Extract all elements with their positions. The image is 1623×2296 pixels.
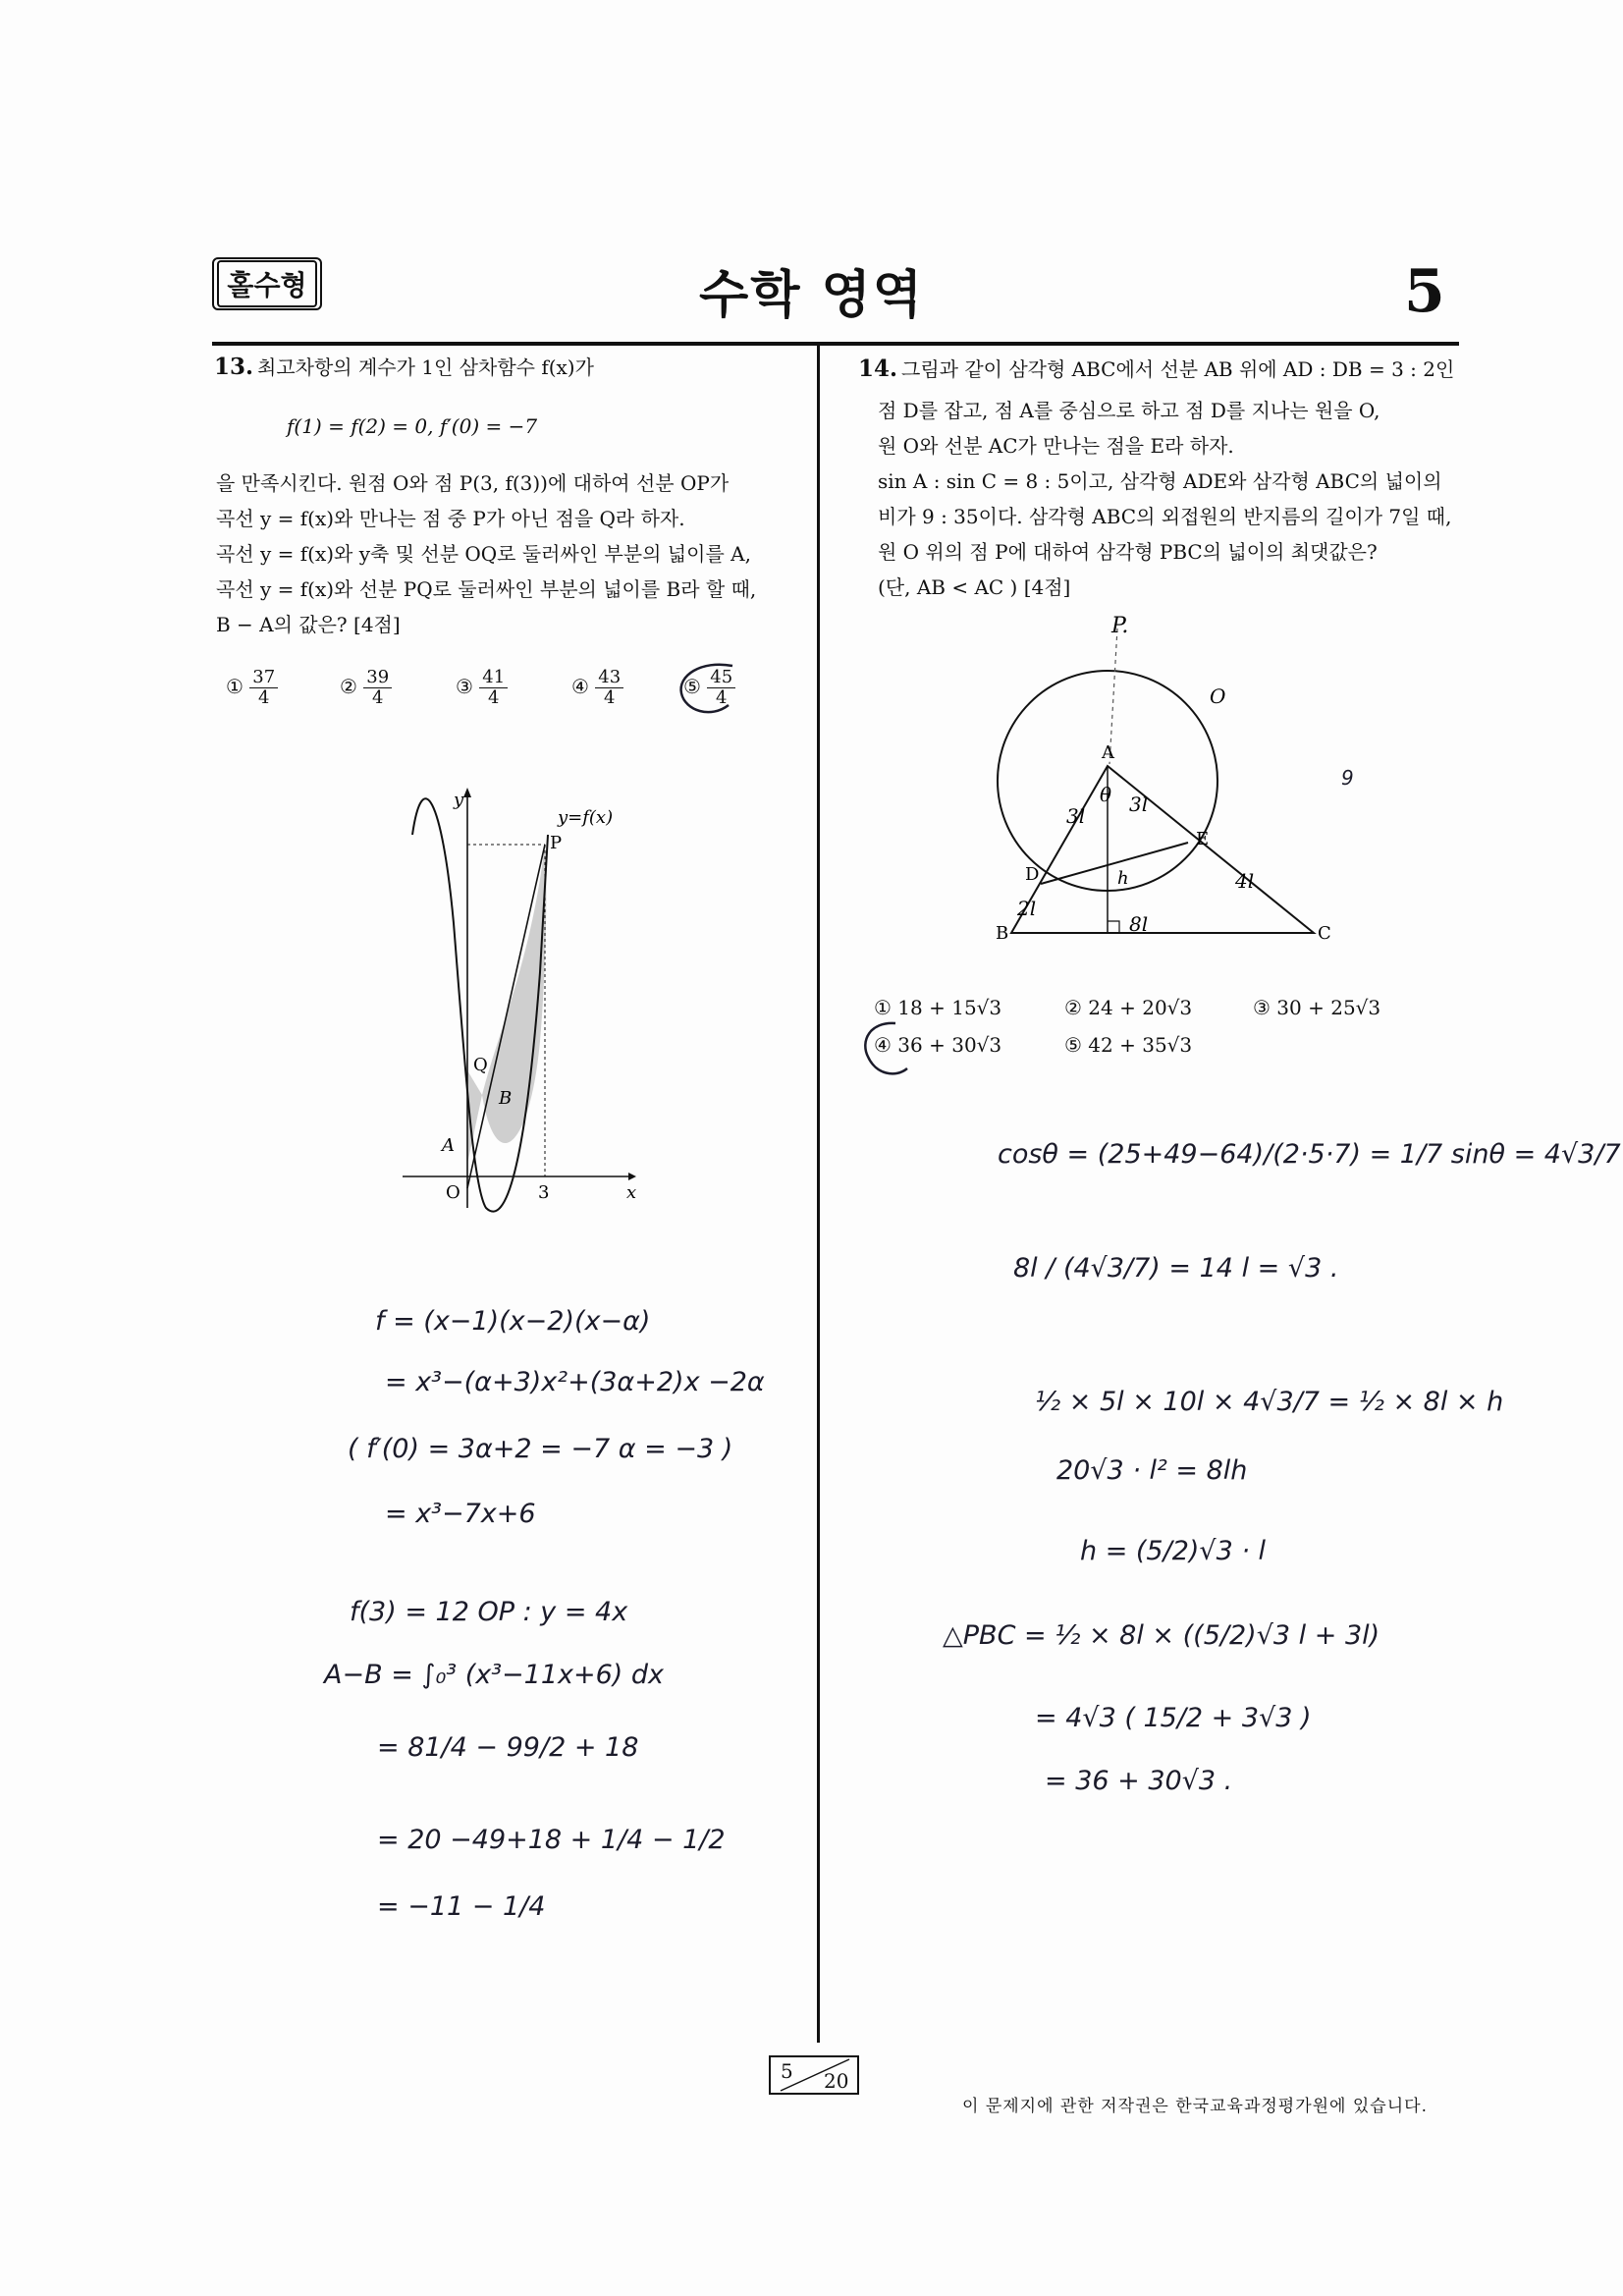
label-h: h: [1117, 868, 1129, 889]
q13-line2: 을 만족시킨다. 원점 O와 점 P(3, f(3))에 대하여 선분 OP가: [216, 471, 730, 495]
choice-fraction: [595, 668, 623, 708]
q14-number: 14.: [858, 355, 898, 382]
label-a: A: [1102, 742, 1114, 763]
numerator: 41: [479, 668, 508, 688]
label-bc: 8l: [1129, 912, 1149, 936]
choice-mark: ⑤: [683, 675, 701, 698]
choice-text: 30 + 25√3: [1276, 996, 1381, 1019]
q14-line5: 비가 9 : 35이다. 삼각형 ABC의 외접원의 반지름의 길이가 7일 때,: [878, 505, 1452, 528]
q14-work-3: ½ × 5l × 10l × 4√3/7 = ½ × 8l × h: [1035, 1387, 1504, 1417]
denominator: 4: [716, 687, 728, 708]
label-ad: 3l: [1066, 804, 1086, 828]
choice-mark: ④: [571, 675, 589, 698]
choice-mark: ⑤: [1064, 1033, 1082, 1057]
q14-choice-2[interactable]: [1064, 996, 1192, 1019]
q14-work-1: cosθ = (25+49−64)/(2·5·7) = 1/7 sinθ = 4√3/7: [998, 1139, 1621, 1170]
label-theta: θ: [1100, 783, 1112, 806]
stray-mark: 9: [1341, 766, 1354, 790]
choice-fraction: [479, 668, 508, 708]
q13-choice-1[interactable]: [226, 668, 278, 708]
choice-mark: ④: [874, 1033, 892, 1057]
choice-text: 42 + 35√3: [1088, 1033, 1193, 1057]
choice-text: 24 + 20√3: [1088, 996, 1193, 1019]
q14-line3: 원 O와 선분 AC가 만나는 점을 E라 하자.: [878, 434, 1234, 458]
form-type-label: 홀수형: [217, 260, 316, 307]
q14-work-2: 8l / (4√3/7) = 14 l = √3 .: [1013, 1253, 1339, 1284]
q13-condition: f(1) = f(2) = 0, f′(0) = −7: [287, 414, 538, 438]
label-e: E: [1196, 829, 1210, 849]
denominator: 4: [372, 687, 384, 708]
label-c: C: [1318, 923, 1331, 944]
q14-work-5: h = (5/2)√3 · l: [1080, 1536, 1267, 1566]
label-ae: 3l: [1129, 793, 1149, 816]
answer-circle-mark: [856, 1017, 925, 1086]
page-number: 5: [1404, 257, 1445, 326]
choice-fraction: [249, 668, 278, 708]
q13-work-2: = x³−(α+3)x²+(3α+2)x −2α: [385, 1367, 765, 1397]
q13-line4: 곡선 y = f(x)와 y축 및 선분 OQ로 둘러싸인 부분의 넓이를 A,: [216, 542, 751, 566]
label-ec: 4l: [1235, 869, 1255, 893]
q14-work-8: = 36 + 30√3 .: [1045, 1766, 1233, 1796]
numerator: 37: [249, 668, 278, 688]
choice-mark: ③: [456, 675, 473, 698]
tick-3-label: 3: [538, 1182, 550, 1203]
label-d: D: [1025, 864, 1040, 885]
region-a-label: A: [442, 1135, 455, 1156]
current-page: 5: [781, 2059, 793, 2083]
q13-work-6: A−B = ∫₀³ (x³−11x+6) dx: [324, 1660, 665, 1690]
page-indicator: [769, 2055, 859, 2095]
x-axis-label: x: [626, 1182, 637, 1203]
q14-figure: [982, 609, 1375, 962]
q14-line6: 원 O 위의 점 P에 대하여 삼각형 PBC의 넓이의 최댓값은?: [878, 540, 1378, 564]
choice-fraction: [363, 668, 392, 708]
segment-de: [1041, 843, 1188, 884]
q14-line4: sin A : sin C = 8 : 5이고, 삼각형 ADE와 삼각형 ABC의 넓이의: [878, 469, 1442, 493]
choice-text: 36 + 30√3: [897, 1033, 1002, 1057]
q14-choice-3[interactable]: [1253, 996, 1380, 1019]
q13-work-8: = 20 −49+18 + 1/4 − 1/2: [377, 1825, 726, 1855]
q13-work-9: = −11 − 1/4: [377, 1891, 546, 1922]
q14-line7: (단, AB < AC ) [4점]: [878, 575, 1071, 599]
denominator: 4: [488, 687, 500, 708]
q13-choice-4[interactable]: [571, 668, 623, 708]
choice-text: 18 + 15√3: [897, 996, 1002, 1019]
page-title: 수학 영역: [698, 266, 925, 325]
q13-line5: 곡선 y = f(x)와 선분 PQ로 둘러싸인 부분의 넓이를 B라 할 때,: [216, 577, 757, 601]
q13-number: 13.: [214, 354, 254, 380]
numerator: 45: [707, 668, 735, 688]
q13-line6: B − A의 값은? [4점]: [216, 613, 401, 636]
choice-mark: ②: [1064, 996, 1082, 1019]
q13-choice-2[interactable]: [340, 668, 392, 708]
choice-mark: ③: [1253, 996, 1271, 1019]
copyright-notice: 이 문제지에 관한 저작권은 한국교육과정평가원에 있습니다.: [962, 2097, 1428, 2116]
q14-choice-1[interactable]: [874, 996, 1001, 1019]
denominator: 4: [258, 687, 270, 708]
choice-mark: ②: [340, 675, 357, 698]
q14-line1: 그림과 같이 삼각형 ABC에서 선분 AB 위에 AD : DB = 3 : 2인: [901, 357, 1455, 381]
choice-mark: ①: [226, 675, 243, 698]
q13-line3: 곡선 y = f(x)와 만나는 점 중 P가 아닌 점을 Q라 하자.: [216, 507, 685, 530]
numerator: 43: [595, 668, 623, 688]
denominator: 4: [604, 687, 616, 708]
numerator: 39: [363, 668, 392, 688]
label-o: O: [1210, 684, 1226, 708]
origin-label: O: [446, 1182, 460, 1203]
answer-circle-mark: [672, 658, 750, 727]
q13-choice-3[interactable]: [456, 668, 508, 708]
region-b: [482, 845, 546, 1143]
q13-line1: 최고차항의 계수가 1인 삼차함수 f(x)가: [257, 355, 594, 379]
q13-work-3: ( f′(0) = 3α+2 = −7 α = −3 ): [348, 1434, 733, 1464]
label-b: B: [996, 923, 1009, 944]
choice-mark: ①: [874, 996, 892, 1019]
curve-label: y=f(x): [558, 807, 614, 828]
q14-work-7: = 4√3 ( 15/2 + 3√3 ): [1035, 1703, 1312, 1733]
total-pages: 20: [824, 2069, 849, 2093]
q13-work-7: = 81/4 − 99/2 + 18: [377, 1732, 639, 1763]
region-b-label: B: [499, 1088, 513, 1109]
q14-choice-5[interactable]: [1064, 1033, 1192, 1057]
point-q-label: Q: [473, 1055, 488, 1075]
point-p-label: P: [550, 833, 563, 853]
q14-work-6: △PBC = ½ × 8l × ((5/2)√3 l + 3l): [943, 1620, 1380, 1651]
y-axis-label: y: [454, 790, 464, 810]
q14-line2: 점 D를 잡고, 점 A를 중심으로 하고 점 D를 지나는 원을 O,: [878, 399, 1380, 422]
header-divider: [212, 342, 1459, 346]
q13-graph: [383, 776, 648, 1228]
label-db: 2l: [1017, 897, 1037, 920]
q13-work-4: = x³−7x+6: [385, 1499, 536, 1529]
column-divider: [817, 346, 820, 2043]
label-p: P.: [1111, 614, 1129, 638]
q13-work-5: f(3) = 12 OP : y = 4x: [350, 1597, 628, 1627]
q13-work-1: f = (x−1)(x−2)(x−α): [375, 1306, 651, 1337]
q14-work-4: 20√3 · l² = 8lh: [1056, 1455, 1248, 1486]
